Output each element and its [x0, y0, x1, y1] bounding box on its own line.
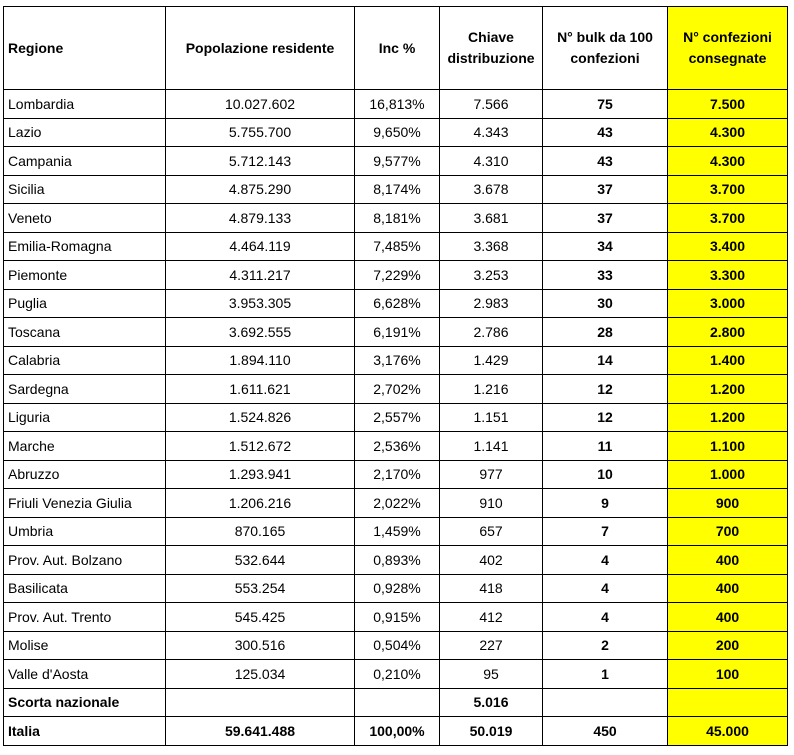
cell-popolazione: 532.644 [166, 546, 355, 575]
cell-regione: Campania [4, 147, 166, 176]
table-row [4, 375, 788, 404]
cell-regione: Lombardia [4, 90, 166, 119]
header-popolazione: Popolazione residente [166, 7, 355, 90]
cell-inc: 0,893% [355, 546, 440, 575]
cell-popolazione: 4.875.290 [166, 175, 355, 204]
cell-bulk: 43 [543, 118, 668, 147]
cell-regione: Lazio [4, 118, 166, 147]
cell-inc: 3,176% [355, 346, 440, 375]
cell-confezioni: 2.800 [668, 318, 788, 347]
cell-confezioni: 3.700 [668, 204, 788, 233]
cell-regione: Toscana [4, 318, 166, 347]
table-row [4, 603, 788, 632]
cell-inc: 2,170% [355, 460, 440, 489]
cell-bulk: 4 [543, 574, 668, 603]
header-row [4, 7, 788, 90]
header-chiave: Chiave distribuzione [440, 7, 543, 90]
cell-bulk: 7 [543, 517, 668, 546]
cell-chiave: 3.368 [440, 232, 543, 261]
cell-regione: Puglia [4, 289, 166, 318]
cell-bulk: 2 [543, 631, 668, 660]
cell-chiave: 412 [440, 603, 543, 632]
table-row [4, 403, 788, 432]
table-row [4, 175, 788, 204]
distribution-table-wrapper [3, 6, 788, 746]
scorta-label: Scorta nazionale [4, 688, 166, 717]
cell-bulk: 37 [543, 204, 668, 233]
cell-regione: Molise [4, 631, 166, 660]
cell-inc: 2,022% [355, 489, 440, 518]
cell-bulk: 28 [543, 318, 668, 347]
cell-chiave: 4.343 [440, 118, 543, 147]
totale-popolazione: 59.641.488 [166, 717, 355, 746]
table-row [4, 261, 788, 290]
cell-regione: Umbria [4, 517, 166, 546]
cell-confezioni: 1.400 [668, 346, 788, 375]
cell-popolazione: 1.894.110 [166, 346, 355, 375]
cell-confezioni: 3.300 [668, 261, 788, 290]
cell-bulk: 9 [543, 489, 668, 518]
scorta-popolazione [166, 688, 355, 717]
cell-inc: 1,459% [355, 517, 440, 546]
cell-regione: Friuli Venezia Giulia [4, 489, 166, 518]
cell-regione: Abruzzo [4, 460, 166, 489]
cell-chiave: 4.310 [440, 147, 543, 176]
cell-popolazione: 5.712.143 [166, 147, 355, 176]
totale-confezioni: 45.000 [668, 717, 788, 746]
totale-bulk: 450 [543, 717, 668, 746]
cell-inc: 0,915% [355, 603, 440, 632]
cell-confezioni: 700 [668, 517, 788, 546]
cell-confezioni: 400 [668, 546, 788, 575]
cell-inc: 2,536% [355, 432, 440, 461]
cell-regione: Prov. Aut. Bolzano [4, 546, 166, 575]
totale-label: Italia [4, 717, 166, 746]
cell-regione: Sardegna [4, 375, 166, 404]
cell-confezioni: 4.300 [668, 118, 788, 147]
cell-popolazione: 300.516 [166, 631, 355, 660]
cell-regione: Valle d'Aosta [4, 660, 166, 689]
table-row [4, 489, 788, 518]
cell-chiave: 2.786 [440, 318, 543, 347]
totale-inc: 100,00% [355, 717, 440, 746]
cell-popolazione: 553.254 [166, 574, 355, 603]
cell-bulk: 33 [543, 261, 668, 290]
totale-chiave: 50.019 [440, 717, 543, 746]
cell-popolazione: 4.464.119 [166, 232, 355, 261]
header-regione: Regione [4, 7, 166, 90]
cell-chiave: 977 [440, 460, 543, 489]
cell-popolazione: 4.311.217 [166, 261, 355, 290]
distribution-table [3, 6, 788, 746]
cell-popolazione: 3.692.555 [166, 318, 355, 347]
cell-inc: 0,210% [355, 660, 440, 689]
cell-popolazione: 1.524.826 [166, 403, 355, 432]
cell-regione: Marche [4, 432, 166, 461]
cell-inc: 7,485% [355, 232, 440, 261]
table-row [4, 574, 788, 603]
cell-confezioni: 3.700 [668, 175, 788, 204]
table-row [4, 460, 788, 489]
cell-confezioni: 1.200 [668, 403, 788, 432]
cell-popolazione: 1.293.941 [166, 460, 355, 489]
cell-bulk: 4 [543, 603, 668, 632]
cell-bulk: 4 [543, 546, 668, 575]
cell-confezioni: 3.000 [668, 289, 788, 318]
scorta-bulk [543, 688, 668, 717]
cell-confezioni: 100 [668, 660, 788, 689]
cell-chiave: 402 [440, 546, 543, 575]
cell-chiave: 910 [440, 489, 543, 518]
cell-inc: 9,577% [355, 147, 440, 176]
scorta-row [4, 688, 788, 717]
cell-inc: 8,181% [355, 204, 440, 233]
table-row [4, 204, 788, 233]
cell-inc: 16,813% [355, 90, 440, 119]
cell-inc: 0,928% [355, 574, 440, 603]
cell-popolazione: 5.755.700 [166, 118, 355, 147]
cell-confezioni: 7.500 [668, 90, 788, 119]
cell-regione: Basilicata [4, 574, 166, 603]
cell-inc: 9,650% [355, 118, 440, 147]
cell-confezioni: 900 [668, 489, 788, 518]
cell-inc: 2,557% [355, 403, 440, 432]
cell-chiave: 418 [440, 574, 543, 603]
cell-chiave: 1.216 [440, 375, 543, 404]
cell-bulk: 34 [543, 232, 668, 261]
cell-popolazione: 870.165 [166, 517, 355, 546]
cell-confezioni: 4.300 [668, 147, 788, 176]
cell-regione: Prov. Aut. Trento [4, 603, 166, 632]
cell-bulk: 37 [543, 175, 668, 204]
cell-bulk: 12 [543, 403, 668, 432]
scorta-confezioni [668, 688, 788, 717]
table-row [4, 318, 788, 347]
cell-inc: 8,174% [355, 175, 440, 204]
table-row [4, 147, 788, 176]
cell-inc: 6,191% [355, 318, 440, 347]
scorta-inc [355, 688, 440, 717]
cell-regione: Emilia-Romagna [4, 232, 166, 261]
cell-chiave: 7.566 [440, 90, 543, 119]
cell-regione: Veneto [4, 204, 166, 233]
cell-bulk: 12 [543, 375, 668, 404]
cell-bulk: 30 [543, 289, 668, 318]
cell-chiave: 95 [440, 660, 543, 689]
scorta-chiave: 5.016 [440, 688, 543, 717]
cell-regione: Calabria [4, 346, 166, 375]
table-row [4, 118, 788, 147]
cell-confezioni: 200 [668, 631, 788, 660]
cell-chiave: 3.253 [440, 261, 543, 290]
table-row [4, 660, 788, 689]
cell-inc: 7,229% [355, 261, 440, 290]
table-row [4, 517, 788, 546]
table-row [4, 546, 788, 575]
cell-confezioni: 400 [668, 603, 788, 632]
table-row [4, 346, 788, 375]
cell-bulk: 14 [543, 346, 668, 375]
cell-bulk: 10 [543, 460, 668, 489]
cell-popolazione: 545.425 [166, 603, 355, 632]
header-inc: Inc % [355, 7, 440, 90]
cell-chiave: 657 [440, 517, 543, 546]
header-bulk: N° bulk da 100 confezioni [543, 7, 668, 90]
cell-bulk: 43 [543, 147, 668, 176]
cell-popolazione: 4.879.133 [166, 204, 355, 233]
table-header [4, 7, 788, 90]
cell-chiave: 1.141 [440, 432, 543, 461]
table-row [4, 631, 788, 660]
cell-chiave: 1.151 [440, 403, 543, 432]
cell-regione: Liguria [4, 403, 166, 432]
cell-popolazione: 10.027.602 [166, 90, 355, 119]
cell-confezioni: 1.200 [668, 375, 788, 404]
totale-row [4, 717, 788, 746]
table-body [4, 90, 788, 746]
header-confezioni: N° confezioni consegnate [668, 7, 788, 90]
cell-confezioni: 1.000 [668, 460, 788, 489]
cell-inc: 6,628% [355, 289, 440, 318]
cell-chiave: 1.429 [440, 346, 543, 375]
table-row [4, 432, 788, 461]
cell-regione: Piemonte [4, 261, 166, 290]
cell-inc: 0,504% [355, 631, 440, 660]
table-row [4, 232, 788, 261]
cell-bulk: 75 [543, 90, 668, 119]
cell-popolazione: 1.206.216 [166, 489, 355, 518]
cell-chiave: 2.983 [440, 289, 543, 318]
cell-confezioni: 3.400 [668, 232, 788, 261]
cell-regione: Sicilia [4, 175, 166, 204]
cell-confezioni: 400 [668, 574, 788, 603]
cell-popolazione: 1.611.621 [166, 375, 355, 404]
table-row [4, 90, 788, 119]
cell-bulk: 11 [543, 432, 668, 461]
cell-chiave: 3.678 [440, 175, 543, 204]
cell-bulk: 1 [543, 660, 668, 689]
cell-popolazione: 125.034 [166, 660, 355, 689]
cell-popolazione: 3.953.305 [166, 289, 355, 318]
cell-inc: 2,702% [355, 375, 440, 404]
cell-confezioni: 1.100 [668, 432, 788, 461]
cell-chiave: 227 [440, 631, 543, 660]
cell-chiave: 3.681 [440, 204, 543, 233]
table-row [4, 289, 788, 318]
cell-popolazione: 1.512.672 [166, 432, 355, 461]
